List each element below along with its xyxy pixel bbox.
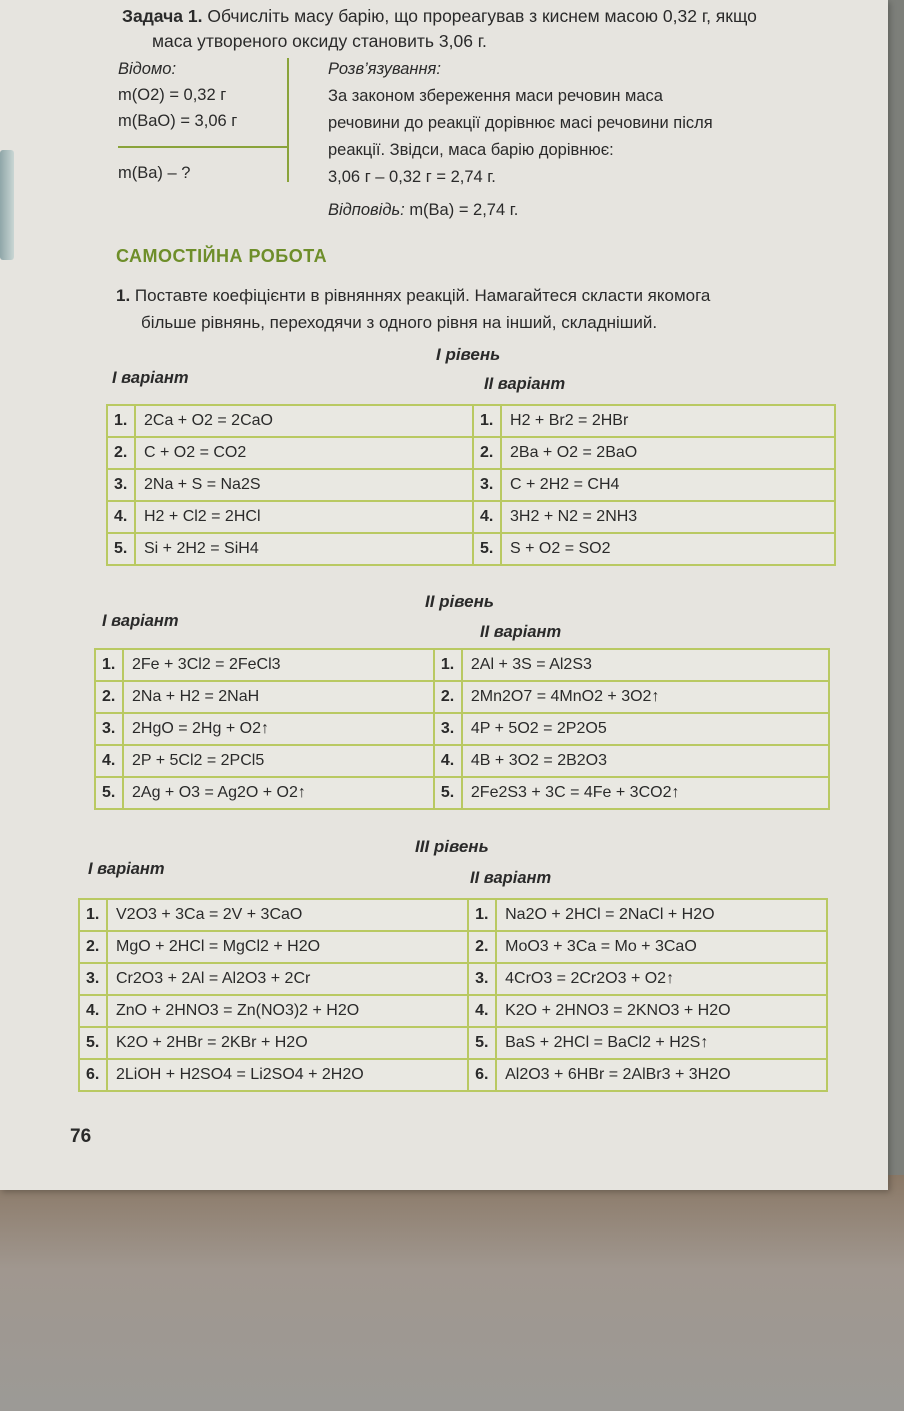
page-number: 76	[70, 1126, 92, 1147]
row-number: 4.	[95, 745, 123, 777]
known-item: m(O2) = 0,32 г	[118, 86, 227, 104]
table-row	[95, 681, 829, 713]
row-number: 5.	[473, 533, 501, 565]
section-title: САМОСТІЙНА РОБОТА	[116, 246, 328, 266]
equation-cell: ZnO + 2HNO3 = Zn(NO3)2 + H2O	[107, 995, 468, 1027]
row-number: 3.	[473, 469, 501, 501]
equation-cell: 2Na + S = Na2S	[135, 469, 473, 501]
table-row	[79, 1027, 827, 1059]
table-row	[95, 777, 829, 809]
equation-cell: 3H2 + N2 = 2NH3	[501, 501, 835, 533]
row-number: 5.	[107, 533, 135, 565]
row-number: 3.	[79, 963, 107, 995]
equation-cell: 4B + 3O2 = 2B2O3	[462, 745, 829, 777]
equation-cell: V2O3 + 3Ca = 2V + 3CaO	[107, 899, 468, 931]
level-3-table	[78, 898, 828, 1092]
row-number: 5.	[79, 1027, 107, 1059]
level-1-table	[106, 404, 836, 566]
table-row	[79, 1059, 827, 1091]
row-number: 2.	[473, 437, 501, 469]
row-number: 1.	[79, 899, 107, 931]
row-number: 3.	[107, 469, 135, 501]
task-text-2: маса утвореного оксиду становить 3,06 г.	[152, 31, 487, 51]
equation-cell: K2O + 2HNO3 = 2KNO3 + H2O	[496, 995, 827, 1027]
row-number: 1.	[107, 405, 135, 437]
solution-line: 3,06 г – 0,32 г = 2,74 г.	[328, 168, 496, 186]
table-row	[95, 745, 829, 777]
row-number: 3.	[434, 713, 462, 745]
task-statement	[122, 4, 862, 54]
solution-line: За законом збереження маси речовин маса	[328, 87, 663, 105]
known-item: m(BaO) = 3,06 г	[118, 112, 238, 130]
row-number: 2.	[107, 437, 135, 469]
equation-cell: C + O2 = CO2	[135, 437, 473, 469]
equation-cell: Al2O3 + 6HBr = 2AlBr3 + 3H2O	[496, 1059, 827, 1091]
row-number: 4.	[79, 995, 107, 1027]
answer-label: Відповідь:	[328, 201, 405, 219]
level-3-title: III рівень	[415, 837, 489, 856]
row-number: 4.	[434, 745, 462, 777]
equation-cell: Na2O + 2HCl = 2NaCl + H2O	[496, 899, 827, 931]
row-number: 2.	[95, 681, 123, 713]
equation-cell: 2Ca + O2 = 2CaO	[135, 405, 473, 437]
task-label: Задача 1.	[122, 6, 203, 26]
exercise-number: 1.	[116, 286, 131, 305]
exercise-text	[116, 282, 846, 336]
exercise-line-2: більше рівнянь, переходячи з одного рівня на інший, складніший.	[141, 313, 658, 332]
level-3-variant-2: II варіант	[470, 869, 552, 887]
find-item: m(Ba) – ?	[118, 164, 191, 182]
row-number: 3.	[468, 963, 496, 995]
table-row	[79, 995, 827, 1027]
task-text-1: Обчисліть масу барію, що прореагував з киснем масою 0,32 г, якщо	[207, 6, 757, 26]
table-row	[79, 963, 827, 995]
equation-cell: 2HgO = 2Hg + O2↑	[123, 713, 434, 745]
equation-cell: K2O + 2HBr = 2KBr + H2O	[107, 1027, 468, 1059]
equation-cell: 2P + 5Cl2 = 2PCl5	[123, 745, 434, 777]
row-number: 4.	[468, 995, 496, 1027]
level-2-title: II рівень	[425, 592, 494, 611]
row-number: 1.	[473, 405, 501, 437]
table-row	[107, 405, 835, 437]
equation-cell: 4P + 5O2 = 2P2O5	[462, 713, 829, 745]
table-row	[95, 713, 829, 745]
equation-cell: 2Mn2O7 = 4MnO2 + 3O2↑	[462, 681, 829, 713]
equation-cell: BaS + 2HCl = BaCl2 + H2S↑	[496, 1027, 827, 1059]
table-row	[107, 533, 835, 565]
equation-cell: MoO3 + 3Ca = Mo + 3CaO	[496, 931, 827, 963]
equation-cell: Si + 2H2 = SiH4	[135, 533, 473, 565]
equation-cell: 2Fe + 3Cl2 = 2FeCl3	[123, 649, 434, 681]
known-label: Відомо:	[118, 60, 177, 78]
row-number: 5.	[434, 777, 462, 809]
table-surface	[0, 1175, 904, 1411]
equation-cell: Cr2O3 + 2Al = Al2O3 + 2Cr	[107, 963, 468, 995]
row-number: 2.	[468, 931, 496, 963]
row-number: 6.	[468, 1059, 496, 1091]
table-row	[79, 931, 827, 963]
equation-cell: 4CrO3 = 2Cr2O3 + O2↑	[496, 963, 827, 995]
level-2-variant-1: I варіант	[102, 612, 179, 630]
equation-cell: C + 2H2 = CH4	[501, 469, 835, 501]
level-3-variant-1: I варіант	[88, 860, 165, 878]
level-2-variant-2: II варіант	[480, 623, 562, 641]
row-number: 1.	[468, 899, 496, 931]
level-1-title: I рівень	[436, 345, 501, 364]
row-number: 5.	[95, 777, 123, 809]
solution-line: речовини до реакції дорівнює масі речовини після	[328, 114, 713, 132]
row-number: 3.	[95, 713, 123, 745]
row-number: 2.	[79, 931, 107, 963]
equation-cell: S + O2 = SO2	[501, 533, 835, 565]
solution-line: реакції. Звідси, маса барію дорівнює:	[328, 141, 614, 159]
level-1-variant-1: I варіант	[112, 369, 189, 387]
table-row	[107, 469, 835, 501]
exercise-line-1: Поставте коефіцієнти в рівняннях реакцій. Намагайтеся скласти якомога	[134, 286, 711, 305]
equation-cell: 2Fe2S3 + 3C = 4Fe + 3CO2↑	[462, 777, 829, 809]
level-2-table	[94, 648, 830, 810]
given-divider-horizontal	[118, 146, 288, 148]
table-row	[79, 899, 827, 931]
answer-value: m(Ba) = 2,74 г.	[409, 201, 519, 219]
given-block	[118, 56, 288, 186]
solution-label: Розв’язування:	[328, 60, 441, 78]
row-number: 4.	[473, 501, 501, 533]
equation-cell: H2 + Cl2 = 2HCl	[135, 501, 473, 533]
equation-cell: 2Ag + O3 = Ag2O + O2↑	[123, 777, 434, 809]
row-number: 6.	[79, 1059, 107, 1091]
pen	[0, 150, 14, 260]
solution-block	[328, 56, 828, 224]
row-number: 1.	[434, 649, 462, 681]
table-row	[107, 501, 835, 533]
equation-cell: MgO + 2HCl = MgCl2 + H2O	[107, 931, 468, 963]
table-row	[95, 649, 829, 681]
equation-cell: 2Al + 3S = Al2S3	[462, 649, 829, 681]
table-row	[107, 437, 835, 469]
row-number: 4.	[107, 501, 135, 533]
row-number: 1.	[95, 649, 123, 681]
level-1-variant-2: II варіант	[484, 375, 566, 393]
equation-cell: 2Ba + O2 = 2BaO	[501, 437, 835, 469]
equation-cell: H2 + Br2 = 2HBr	[501, 405, 835, 437]
row-number: 5.	[468, 1027, 496, 1059]
equation-cell: 2LiOH + H2SO4 = Li2SO4 + 2H2O	[107, 1059, 468, 1091]
equation-cell: 2Na + H2 = 2NaH	[123, 681, 434, 713]
given-divider-vertical	[287, 58, 289, 182]
row-number: 2.	[434, 681, 462, 713]
